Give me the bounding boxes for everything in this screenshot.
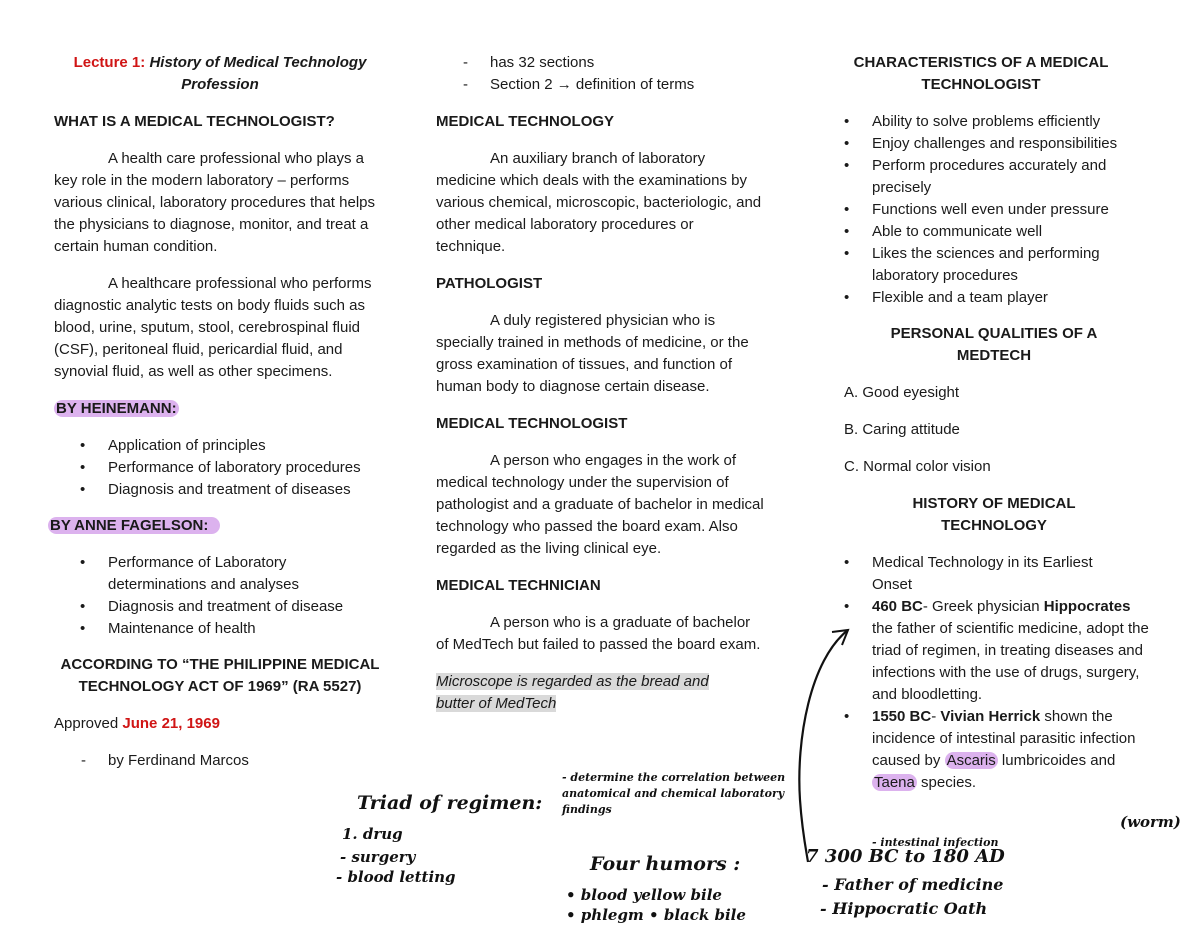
fagelson-heading-text: BY ANNE FAGELSON: <box>48 517 220 534</box>
list-item-hippocrates <box>836 596 1152 706</box>
handwriting-triad-item: 1. drug <box>342 825 403 843</box>
quality-item: C. Normal color vision <box>844 458 991 475</box>
column-left <box>50 52 386 787</box>
technologist-paragraph: A person who engages in the work of medical technology under the supervision of pathologist and a graduate of bachelor in medical technology who passed the board exam. Also regarded as the living clinical eye. <box>436 452 764 557</box>
list-item: - by Ferdinand Marcos <box>54 750 386 772</box>
handwriting-oath-note: - Hippocratic Oath <box>820 899 988 918</box>
technician-paragraph: A person who is a graduate of bachelor of MedTech but failed to passed the board exam. <box>436 614 761 653</box>
technician-heading: MEDICAL TECHNICIAN <box>436 577 601 594</box>
characteristics-heading: CHARACTERISTICS OF A MEDICAL TECHNOLOGIST <box>853 54 1109 93</box>
list-item: - has 32 sections <box>436 52 766 74</box>
fagelson-heading <box>50 515 386 537</box>
handwriting-humors-title: Four humors : <box>590 853 741 875</box>
handwriting-humors-item: • blood yellow bile <box>566 886 722 904</box>
approved-label: Approved <box>54 715 119 732</box>
pathologist-heading: PATHOLOGIST <box>436 275 543 292</box>
what-paragraph-1: A health care professional who plays a key role in the modern laboratory – performs various clinical, laboratory procedures that helps the physicians to diagnose, monitor, and treat a certain human condition. <box>54 150 375 255</box>
ascaris-highlight: Ascaris <box>946 752 996 769</box>
column-middle <box>436 52 766 730</box>
herrick-year: 1550 BC <box>872 708 932 725</box>
approved-date: June 21, 1969 <box>122 715 220 732</box>
quality-item: B. Caring attitude <box>844 421 960 438</box>
list-item: • Perform procedures accurately and precisely <box>836 155 1142 199</box>
handwriting-correlation-note: - determine the correlation between anatomical and chemical laboratory findings <box>562 771 786 816</box>
handwriting-father-note: - Father of medicine <box>822 875 1004 894</box>
heinemann-heading <box>54 398 386 420</box>
what-heading: WHAT IS A MEDICAL TECHNOLOGIST? <box>54 113 335 130</box>
hippocrates-pre: - Greek physician <box>922 598 1040 615</box>
list-item: • Diagnosis and treatment of diseases <box>54 479 386 501</box>
approved-line <box>54 713 386 735</box>
handwriting-humors-item: • phlegm • black bile <box>566 906 746 924</box>
list-item: • Functions well even under pressure <box>836 199 1156 221</box>
pathologist-paragraph: A duly registered physician who is specially trained in methods of medicine, or the gross examination of tissues, and function of human body to diagnose certain disease. <box>436 312 749 395</box>
list-item-herrick <box>836 706 1152 794</box>
column-right <box>836 52 1156 808</box>
list-item: • Likes the sciences and performing laboratory procedures <box>836 243 1142 287</box>
handwriting-intestinal-note: - intestinal infection <box>872 836 999 849</box>
list-item: • Performance of Laboratory determinations and analyses <box>54 552 386 596</box>
list-item: • Performance of laboratory procedures <box>54 457 386 479</box>
lecture-title <box>54 52 386 96</box>
marcos-list <box>54 750 386 772</box>
list-item: • Diagnosis and treatment of disease <box>54 596 386 618</box>
herrick-text: shown the incidence of intestinal parasitic infection caused by <box>872 708 1136 769</box>
characteristics-list <box>836 111 1156 309</box>
hippocrates-year: 460 BC <box>872 598 923 615</box>
qualities-heading: PERSONAL QUALITIES OF A MEDTECH <box>890 325 1098 364</box>
hippocrates-name: Hippocrates <box>1043 598 1131 615</box>
list-item: • Enjoy challenges and responsibilities <box>836 133 1156 155</box>
heinemann-list <box>54 435 386 501</box>
herrick-name: Vivian Herrick <box>940 708 1041 725</box>
microscope-note <box>436 671 746 715</box>
quality-item: A. Good eyesight <box>844 384 960 401</box>
list-item: • Flexible and a team player <box>836 287 1156 309</box>
list-item: • Ability to solve problems efficiently <box>836 111 1156 133</box>
act-heading: ACCORDING TO “THE PHILIPPINE MEDICAL TECHNOLOGY ACT OF 1969” (RA 5527) <box>60 656 380 695</box>
medtech-paragraph: An auxiliary branch of laboratory medicine which deals with the examinations by various chemical, microscopic, bacteriologic, and other medical laboratory procedures or technique. <box>436 150 762 255</box>
list-item: - Section 2 → definition of terms <box>436 74 766 96</box>
fagelson-list <box>54 552 386 640</box>
technologist-heading: MEDICAL TECHNOLOGIST <box>436 415 628 432</box>
handwriting-triad-title: Triad of regimen: <box>357 792 543 814</box>
lecture-label: Lecture 1: <box>73 54 146 71</box>
handwriting-triad-item: - blood letting <box>336 868 456 886</box>
taena-highlight: Taena <box>874 774 915 791</box>
handwriting-worm-note: (worm) <box>1120 813 1181 831</box>
medtech-heading: MEDICAL TECHNOLOGY <box>436 113 615 130</box>
microscope-note-text: Microscope is regarded as the bread and butter of MedTech <box>436 673 709 712</box>
history-list <box>836 552 1149 794</box>
list-item: • Medical Technology in its Earliest Onset <box>836 552 1122 596</box>
what-paragraph-2: A healthcare professional who performs diagnostic analytic tests on body fluids such as blood, urine, sputum, stool, cerebrospinal fluid (CSF), peritoneal fluid, pericardial fluid, and synovial fluid, as well as other specimens. <box>54 275 372 380</box>
lecture-title-text: History of Medical Technology Profession <box>149 54 367 93</box>
list-item: • Application of principles <box>54 435 386 457</box>
history-heading: HISTORY OF MEDICAL TECHNOLOGY <box>912 495 1076 534</box>
list-item: • Maintenance of health <box>54 618 386 640</box>
species-text: species. <box>921 774 977 791</box>
lumbricoides-text: lumbricoides and <box>1001 752 1116 769</box>
act-details-list <box>436 52 766 96</box>
list-item: • Able to communicate well <box>836 221 1156 243</box>
handwriting-triad-item: - surgery <box>340 848 416 866</box>
handwriting-dates: 7 300 BC to 180 AD <box>806 846 1005 867</box>
herrick-dash: - <box>931 708 937 725</box>
hippocrates-text: the father of scientific medicine, adopt the triad of regimen, in treating diseases and infections with the use of drugs, surgery, and bloodletting. <box>872 620 1149 703</box>
heinemann-heading-text: BY HEINEMANN: <box>56 400 177 417</box>
